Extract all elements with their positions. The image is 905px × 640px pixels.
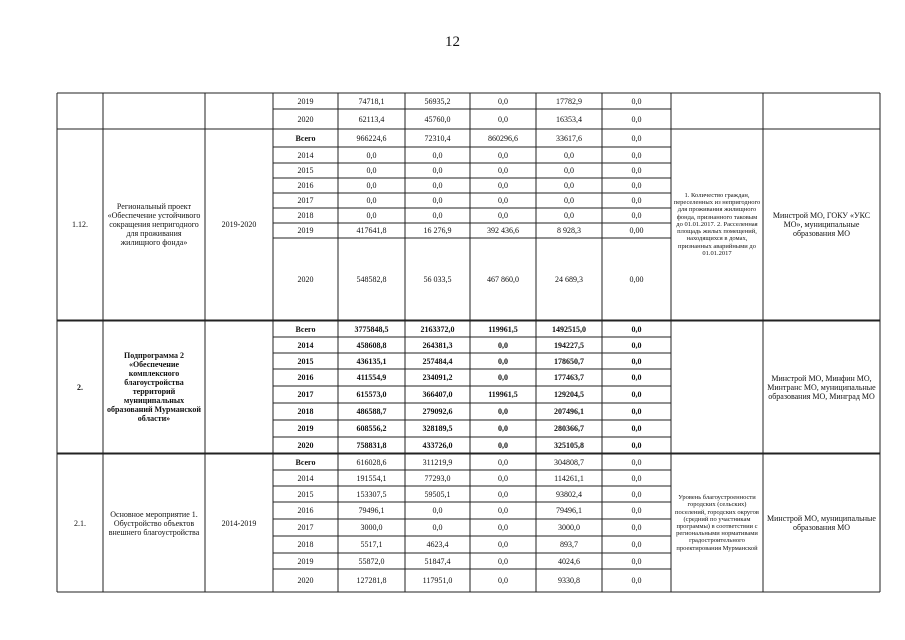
total-cell: 0,0 <box>366 166 377 175</box>
year-cell: 2019 <box>297 96 314 106</box>
total-cell: 79496,1 <box>358 506 385 515</box>
local-budget-cell: 16353,4 <box>556 114 582 124</box>
regional-budget-cell: 0,0 <box>432 196 443 205</box>
year-cell: 2015 <box>297 166 314 175</box>
regional-budget-cell: 0,0 <box>432 166 443 175</box>
other-funds-cell: 0,0 <box>631 473 642 483</box>
regional-budget-cell: 16 276,9 <box>423 226 452 235</box>
federal-budget-cell: 0,0 <box>498 181 508 190</box>
item-period: 2019-2020 <box>221 220 257 229</box>
federal-budget-cell: 119961,5 <box>488 390 518 399</box>
local-budget-cell: 207496,1 <box>554 407 584 416</box>
local-budget-cell: 325105,8 <box>554 440 584 450</box>
other-funds-cell: 0,0 <box>631 96 642 106</box>
other-funds-cell: 0,00 <box>629 226 644 235</box>
federal-budget-cell: 0,0 <box>498 457 508 467</box>
other-funds-cell: 0,0 <box>631 576 642 585</box>
page-number: 12 <box>445 34 460 50</box>
federal-budget-cell: 0,0 <box>498 424 508 433</box>
item-executor: Минстрой МО, ГОКУ «УКС МО», муниципальные образования МО <box>772 211 871 238</box>
total-cell: 0,0 <box>366 150 377 160</box>
regional-budget-cell: 366407,0 <box>422 390 453 399</box>
other-funds-cell: 0,0 <box>631 424 642 433</box>
regional-budget-cell: 257484,4 <box>422 356 453 366</box>
federal-budget-cell: 392 436,6 <box>487 226 519 235</box>
local-budget-cell: 0,0 <box>564 181 574 190</box>
regional-budget-cell: 56935,2 <box>424 96 451 106</box>
other-funds-cell: 0,0 <box>631 114 642 124</box>
other-funds-cell: 0,0 <box>631 373 642 382</box>
year-cell: 2017 <box>297 523 314 532</box>
federal-budget-cell: 0,0 <box>498 150 508 160</box>
federal-budget-cell: 0,0 <box>498 96 508 106</box>
local-budget-cell: 79496,1 <box>556 506 582 515</box>
year-cell: Всего <box>295 324 316 334</box>
year-cell: 2016 <box>297 506 314 515</box>
other-funds-cell: 0,0 <box>631 540 642 549</box>
federal-budget-cell: 0,0 <box>498 196 508 205</box>
total-cell: 616028,6 <box>356 457 387 467</box>
other-funds-cell: 0,0 <box>631 324 642 334</box>
item-number: 1.12. <box>72 220 88 229</box>
regional-budget-cell: 51847,4 <box>424 556 451 566</box>
total-cell: 62113,4 <box>358 114 385 124</box>
federal-budget-cell: 119961,5 <box>488 324 518 334</box>
total-cell: 608556,2 <box>356 424 387 433</box>
regional-budget-cell: 77293,0 <box>424 473 451 483</box>
total-cell: 127281,8 <box>356 576 387 585</box>
federal-budget-cell: 0,0 <box>498 556 508 566</box>
local-budget-cell: 3000,0 <box>558 523 580 532</box>
local-budget-cell: 0,0 <box>564 166 574 175</box>
other-funds-cell: 0,0 <box>631 166 642 175</box>
year-cell: 2019 <box>297 424 314 433</box>
local-budget-cell: 93802,4 <box>556 489 582 499</box>
item-indicator: 1. Количество граждан, переселенных из непригодного для проживания жилищного фонда, признанного таковым до 01.01.2017. 2. Расселенная площадь жилых помещений, находящихся в домах, признанных аварийными до 01.01.2017 <box>673 192 761 257</box>
year-cell: 2020 <box>297 576 314 585</box>
total-cell: 758831,8 <box>356 440 387 450</box>
item-name: Региональный проект «Обеспечение устойчивого сокращения непригодного для проживания жилищного фонда» <box>107 202 201 247</box>
local-budget-cell: 114261,1 <box>554 473 584 483</box>
regional-budget-cell: 45760,0 <box>424 114 451 124</box>
total-cell: 55872,0 <box>358 556 385 566</box>
other-funds-cell: 0,0 <box>631 506 642 515</box>
subprogram-number: 2. <box>77 382 83 392</box>
regional-budget-cell: 234091,2 <box>422 373 453 382</box>
federal-budget-cell: 0,0 <box>498 340 508 350</box>
local-budget-cell: 280366,7 <box>554 424 584 433</box>
total-cell: 0,0 <box>366 196 377 205</box>
other-funds-cell: 0,0 <box>631 181 642 190</box>
other-funds-cell: 0,0 <box>631 196 642 205</box>
regional-budget-cell: 72310,4 <box>424 133 451 143</box>
regional-budget-cell: 0,0 <box>432 181 443 190</box>
year-cell: 2016 <box>297 181 314 190</box>
other-funds-cell: 0,0 <box>631 133 642 143</box>
local-budget-cell: 177463,7 <box>554 373 584 382</box>
federal-budget-cell: 0,0 <box>498 576 508 585</box>
federal-budget-cell: 860296,6 <box>488 133 518 143</box>
regional-budget-cell: 328189,5 <box>422 424 453 433</box>
total-cell: 153307,5 <box>356 489 387 499</box>
federal-budget-cell: 0,0 <box>498 356 508 366</box>
regional-budget-cell: 311219,9 <box>422 457 453 467</box>
year-cell: 2014 <box>297 473 314 483</box>
local-budget-cell: 1492515,0 <box>552 324 586 334</box>
total-cell: 615573,0 <box>356 390 387 399</box>
item-executor: Минстрой МО, муниципальные образования МО <box>767 514 876 532</box>
year-cell: 2015 <box>297 356 314 366</box>
year-cell: 2014 <box>297 340 314 350</box>
local-budget-cell: 178650,7 <box>554 356 584 366</box>
local-budget-cell: 24 689,3 <box>555 274 583 284</box>
other-funds-cell: 0,0 <box>631 457 642 467</box>
year-cell: 2018 <box>297 211 314 220</box>
regional-budget-cell: 0,0 <box>432 150 443 160</box>
year-cell: Всего <box>295 457 316 467</box>
subprogram-executor: Минстрой МО, Минфин МО, Минтранс МО, муниципальные образования МО, Минград МО <box>767 373 876 401</box>
total-cell: 5517,1 <box>360 540 383 549</box>
federal-budget-cell: 0,0 <box>498 489 508 499</box>
year-cell: 2015 <box>297 489 314 499</box>
item-number: 2.1. <box>74 518 86 528</box>
total-cell: 0,0 <box>366 181 377 190</box>
year-cell: Всего <box>295 133 316 143</box>
local-budget-cell: 893,7 <box>560 540 578 549</box>
year-cell: 2019 <box>297 226 314 235</box>
total-cell: 486588,7 <box>356 407 387 416</box>
federal-budget-cell: 0,0 <box>498 523 508 532</box>
total-cell: 548582,8 <box>356 274 387 284</box>
total-cell: 417641,8 <box>356 226 387 235</box>
total-cell: 458608,8 <box>356 340 387 350</box>
other-funds-cell: 0,00 <box>629 274 644 284</box>
local-budget-cell: 304808,7 <box>554 457 584 467</box>
other-funds-cell: 0,0 <box>631 211 642 220</box>
local-budget-cell: 0,0 <box>564 211 574 220</box>
regional-budget-cell: 117951,0 <box>422 576 453 585</box>
other-funds-cell: 0,0 <box>631 407 642 416</box>
other-funds-cell: 0,0 <box>631 440 642 450</box>
total-cell: 191554,1 <box>356 473 387 483</box>
federal-budget-cell: 0,0 <box>498 506 508 515</box>
year-cell: 2017 <box>297 390 314 399</box>
total-cell: 966224,6 <box>356 133 387 143</box>
total-cell: 74718,1 <box>358 96 385 106</box>
local-budget-cell: 4024,6 <box>558 556 580 566</box>
federal-budget-cell: 0,0 <box>498 440 508 450</box>
total-cell: 436135,1 <box>356 356 387 366</box>
regional-budget-cell: 433726,0 <box>422 440 453 450</box>
federal-budget-cell: 0,0 <box>498 211 508 220</box>
year-cell: 2020 <box>297 114 314 124</box>
other-funds-cell: 0,0 <box>631 489 642 499</box>
local-budget-cell: 33617,6 <box>556 133 582 143</box>
subprogram-name: Подпрограмма 2 «Обеспечение комплексного благоустройства территорий муниципальных образований Мурманской области» <box>106 351 201 423</box>
regional-budget-cell: 59505,1 <box>424 489 451 499</box>
other-funds-cell: 0,0 <box>631 150 642 160</box>
regional-budget-cell: 4623,4 <box>426 540 449 549</box>
regional-budget-cell: 2163372,0 <box>420 324 455 334</box>
other-funds-cell: 0,0 <box>631 356 642 366</box>
item-indicator: Уровень благоустроенности городских (сельских) поселений, городских округов (средний по участникам программы) в соответствии с региональными нормативами градостроительного проектирования Мурманской <box>675 494 759 552</box>
regional-budget-cell: 279092,6 <box>422 407 453 416</box>
item-name: Основное мероприятие 1. Обустройство объектов внешнего благоустройства <box>108 509 200 537</box>
local-budget-cell: 8 928,3 <box>557 226 581 235</box>
year-cell: 2018 <box>297 407 314 416</box>
regional-budget-cell: 264381,3 <box>422 340 453 350</box>
year-cell: 2019 <box>297 556 314 566</box>
year-cell: 2020 <box>297 440 314 450</box>
total-cell: 3775848,5 <box>354 324 389 334</box>
total-cell: 0,0 <box>366 211 377 220</box>
local-budget-cell: 129204,5 <box>554 390 584 399</box>
year-cell: 2020 <box>297 274 314 284</box>
regional-budget-cell: 56 033,5 <box>423 274 452 284</box>
item-period: 2014-2019 <box>221 518 257 528</box>
federal-budget-cell: 0,0 <box>498 407 508 416</box>
year-cell: 2018 <box>297 540 314 549</box>
regional-budget-cell: 0,0 <box>432 523 443 532</box>
local-budget-cell: 0,0 <box>564 196 574 205</box>
federal-budget-cell: 467 860,0 <box>487 274 519 284</box>
total-cell: 3000,0 <box>360 523 383 532</box>
federal-budget-cell: 0,0 <box>498 373 508 382</box>
federal-budget-cell: 0,0 <box>498 473 508 483</box>
other-funds-cell: 0,0 <box>631 390 642 399</box>
total-cell: 411554,9 <box>356 373 387 382</box>
other-funds-cell: 0,0 <box>631 556 642 566</box>
regional-budget-cell: 0,0 <box>432 211 443 220</box>
local-budget-cell: 0,0 <box>564 150 574 160</box>
federal-budget-cell: 0,0 <box>498 114 508 124</box>
regional-budget-cell: 0,0 <box>432 506 443 515</box>
year-cell: 2014 <box>297 150 314 160</box>
federal-budget-cell: 0,0 <box>498 540 508 549</box>
federal-budget-cell: 0,0 <box>498 166 508 175</box>
local-budget-cell: 17782,9 <box>556 96 582 106</box>
other-funds-cell: 0,0 <box>631 340 642 350</box>
other-funds-cell: 0,0 <box>631 523 642 532</box>
local-budget-cell: 194227,5 <box>554 340 584 350</box>
year-cell: 2016 <box>297 373 314 382</box>
year-cell: 2017 <box>297 196 314 205</box>
local-budget-cell: 9330,8 <box>558 576 580 585</box>
